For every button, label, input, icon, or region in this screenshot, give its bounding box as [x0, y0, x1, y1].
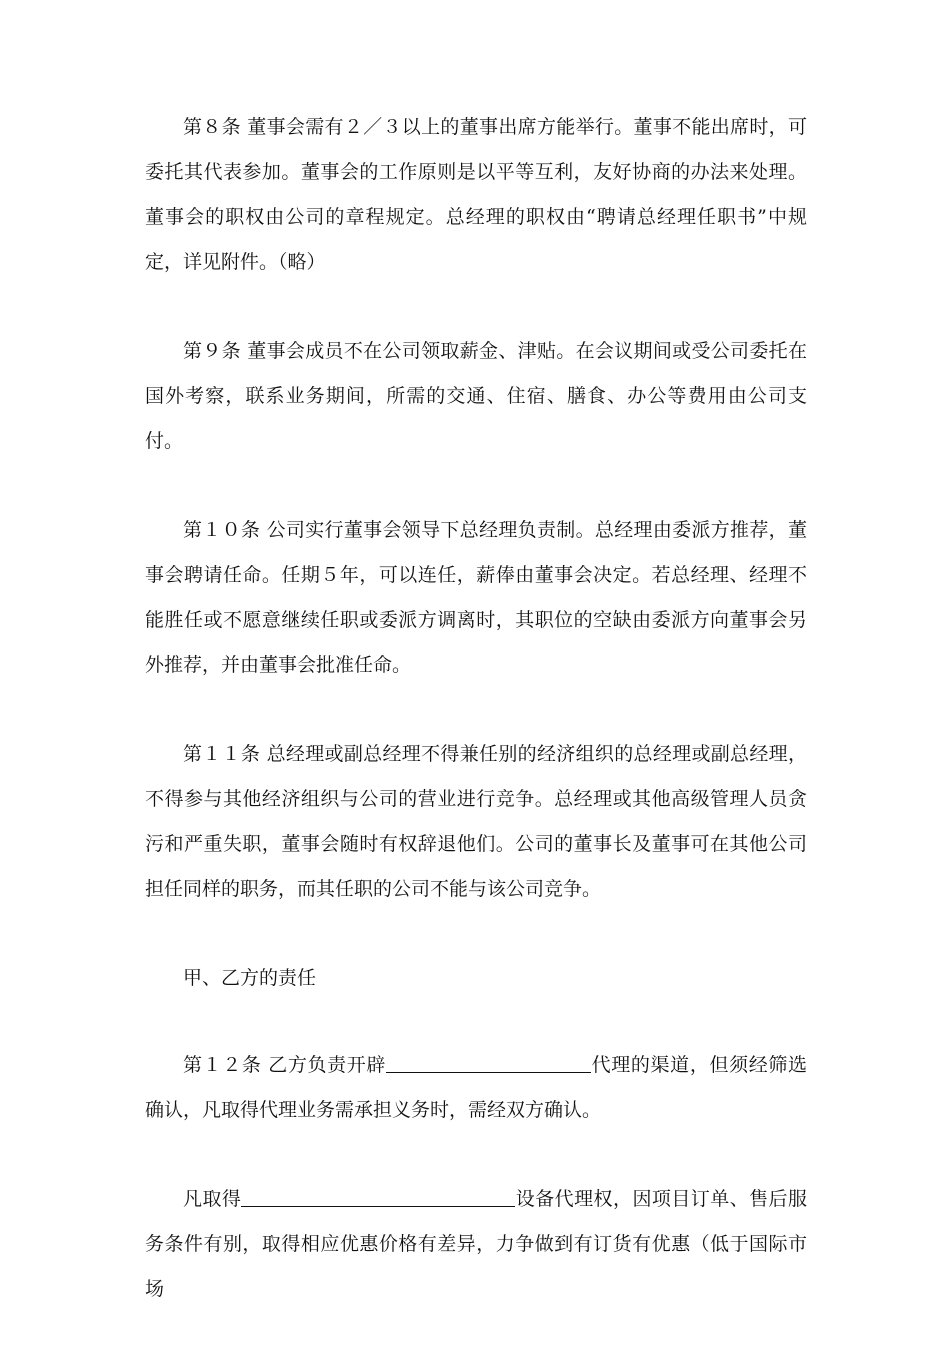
article-10-paragraph: 第１０条 公司实行董事会领导下总经理负责制。总经理由委派方推荐，董事会聘请任命。任期５年，可以连任，薪俸由董事会决定。若总经理、经理不能胜任或不愿意继续任职或委派方调离时，其职位的空缺由委派方向董事会另外推荐，并由董事会批准任命。: [145, 519, 807, 676]
agency-text-before-blank: 凡取得: [183, 1188, 242, 1210]
fill-in-blank-equipment: [241, 1186, 515, 1207]
article-8-paragraph: 第８条 董事会需有２／３以上的董事出席方能举行。董事不能出席时，可委托其代表参加。董事会的工作原则是以平等互利，友好协商的办法来处理。董事会的职权由公司的章程规定。总经理的职权由“聘请总经理任职书”中规定，详见附件。（略）: [145, 116, 807, 273]
agency-text-after-blank: 设备代理权，因项目订单、售后服务条件有别，取得相应优惠价格有差异，力争做到有订货有优惠（低于国际市场: [145, 1188, 807, 1300]
section-heading: 甲、乙方的责任: [183, 967, 317, 989]
paragraph-spacer: [145, 285, 807, 329]
paragraph-spacer: [145, 688, 807, 732]
paragraph-spacer: [145, 1001, 807, 1043]
article-11-paragraph: 第１１条 总经理或副总经理不得兼任别的经济组织的总经理或副总经理，不得参与其他经济组织与公司的营业进行竞争。总经理或其他高级管理人员贪污和严重失职，董事会随时有权辞退他们。公司的董事长及董事可在其他公司担任同样的职务，而其任职的公司不能与该公司竞争。: [145, 743, 807, 900]
article-12-text-after-blank: 代理的渠道，但须经筛选确认，凡取得代理业务需承担义务时，需经双方确认。: [145, 1054, 807, 1121]
agency-rights-paragraph: [145, 1177, 807, 1312]
paragraph-spacer: [145, 464, 807, 508]
article-9-paragraph: 第９条 董事会成员不在公司领取薪金、津贴。在会议期间或受公司委托在国外考察，联系业务期间，所需的交通、住宿、膳食、办公等费用由公司支付。: [145, 340, 807, 452]
article-12-text-before-blank: 第１２条 乙方负责开辟: [183, 1054, 387, 1076]
article-12-paragraph: [145, 1043, 807, 1133]
paragraph-spacer: [145, 912, 807, 956]
fill-in-blank-channel: [386, 1052, 591, 1073]
document-page: [145, 105, 807, 1312]
paragraph-spacer: [145, 1133, 807, 1177]
